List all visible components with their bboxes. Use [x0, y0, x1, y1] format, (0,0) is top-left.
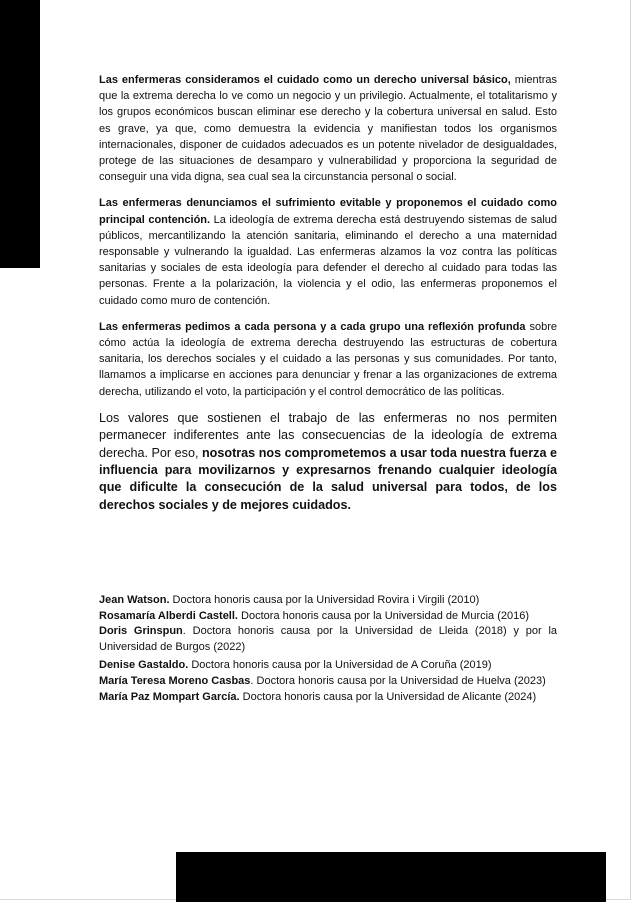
paragraph-3-text: sobre cómo actúa la ideología de extrema derecha destruyendo las estructuras de cobertura sanitaria, los derechos sociales y el cuidado a las personas y sus comunidades. Por tanto, llamamos a implicarse en acciones para denunciar y frenar a las organizaciones de extrema derecha, utilizando el voto, la participación y el control democrático de las políticas.: [99, 320, 557, 398]
signatory: [99, 690, 557, 706]
paragraph-3-lead: Las enfermeras pedimos a cada persona y a cada grupo una reflexión profunda: [99, 320, 526, 333]
paragraph-1: [99, 72, 557, 185]
paragraph-3: [99, 319, 557, 400]
paragraph-1-text: mientras que la extrema derecha lo ve como un negocio y un privilegio. Actualmente, el totalitarismo y los grupos económicos buscan eliminar ese derecho y la cobertura universal en salud. Esto es grave, ya que, como demuestra la evidencia y manifiestan todos los organismos internacionales, disponer de cuidados adecuados es un potente nivelador de desigualdades, protege de las situaciones de desamparo y vulnerabilidad y proporciona la seguridad de conseguir una vida digna, sea cual sea la circunstancia personal o social.: [99, 74, 557, 184]
signatory-detail: . Doctora honoris causa por la Universidad de Huelva (2023): [250, 674, 546, 687]
decorative-left-bar: [0, 0, 40, 268]
signatory: [99, 609, 557, 625]
paragraph-1-lead: Las enfermeras consideramos el cuidado como un derecho universal básico,: [99, 74, 511, 86]
manifesto-body: [99, 72, 557, 514]
signatory: [99, 624, 557, 655]
paragraph-2-text: La ideología de extrema derecha está destruyendo sistemas de salud públicos, mercantilizando la atención sanitaria, eliminando el derecho a una maternidad responsable y vulnerando la igualdad. Las enfermeras alzamos la voz contra las políticas sanitarias y sociales de esta ideología para defender el derecho al cuidado para todas las personas. Frente a la polarización, la violencia y el odio, las enfermeras proponemos el cuidado como muro de contención.: [99, 213, 558, 307]
signatory-name: Jean Watson.: [99, 594, 170, 606]
paragraph-2-lead: Las enfermeras denunciamos el sufrimiento evitable y proponemos el cuidado como principal contención.: [99, 197, 557, 226]
signatory-detail: Doctora honoris causa por la Universidad de A Coruña (2019): [188, 659, 492, 672]
decorative-bottom-bar: [176, 852, 606, 902]
signatory-name: Doris Grinspun: [99, 625, 183, 638]
signatory-detail: Doctora honoris causa por la Universidad de Alicante (2024): [239, 690, 537, 703]
signatory: [99, 593, 557, 609]
closing-commitment: nosotras nos comprometemos a usar toda nuestra fuerza e influencia para movilizarnos y expresarnos frenando cualquier ideología que dificulte la consecución de la salud universal para todos, de los derechos sociales y de mejores cuidados.: [99, 445, 557, 512]
closing-text: Los valores que sostienen el trabajo de las enfermeras no nos permiten permanecer indiferentes ante las consecuencias de la ideología de extrema derecha. Por eso,: [99, 410, 557, 460]
closing-paragraph: [99, 410, 557, 514]
signatory-name: María Teresa Moreno Casbas: [99, 674, 251, 687]
signatory: [99, 658, 557, 674]
signatory-detail: . Doctora honoris causa por la Universidad de Lleida (2018) y por la Universidad de Burgos (2022): [99, 625, 558, 653]
signatory-name: Denise Gastaldo.: [99, 659, 189, 672]
signatory: [99, 674, 557, 690]
signatories-list: [99, 593, 557, 705]
paragraph-2: [99, 195, 557, 308]
signatory-name: Rosamaría Alberdi Castell.: [99, 609, 238, 622]
signatory-name: María Paz Mompart García.: [99, 690, 240, 703]
signatory-detail: Doctora honoris causa por la Universidad de Murcia (2016): [237, 609, 530, 622]
signatory-detail: Doctora honoris causa por la Universidad Rovira i Virgili (2010): [169, 594, 480, 606]
